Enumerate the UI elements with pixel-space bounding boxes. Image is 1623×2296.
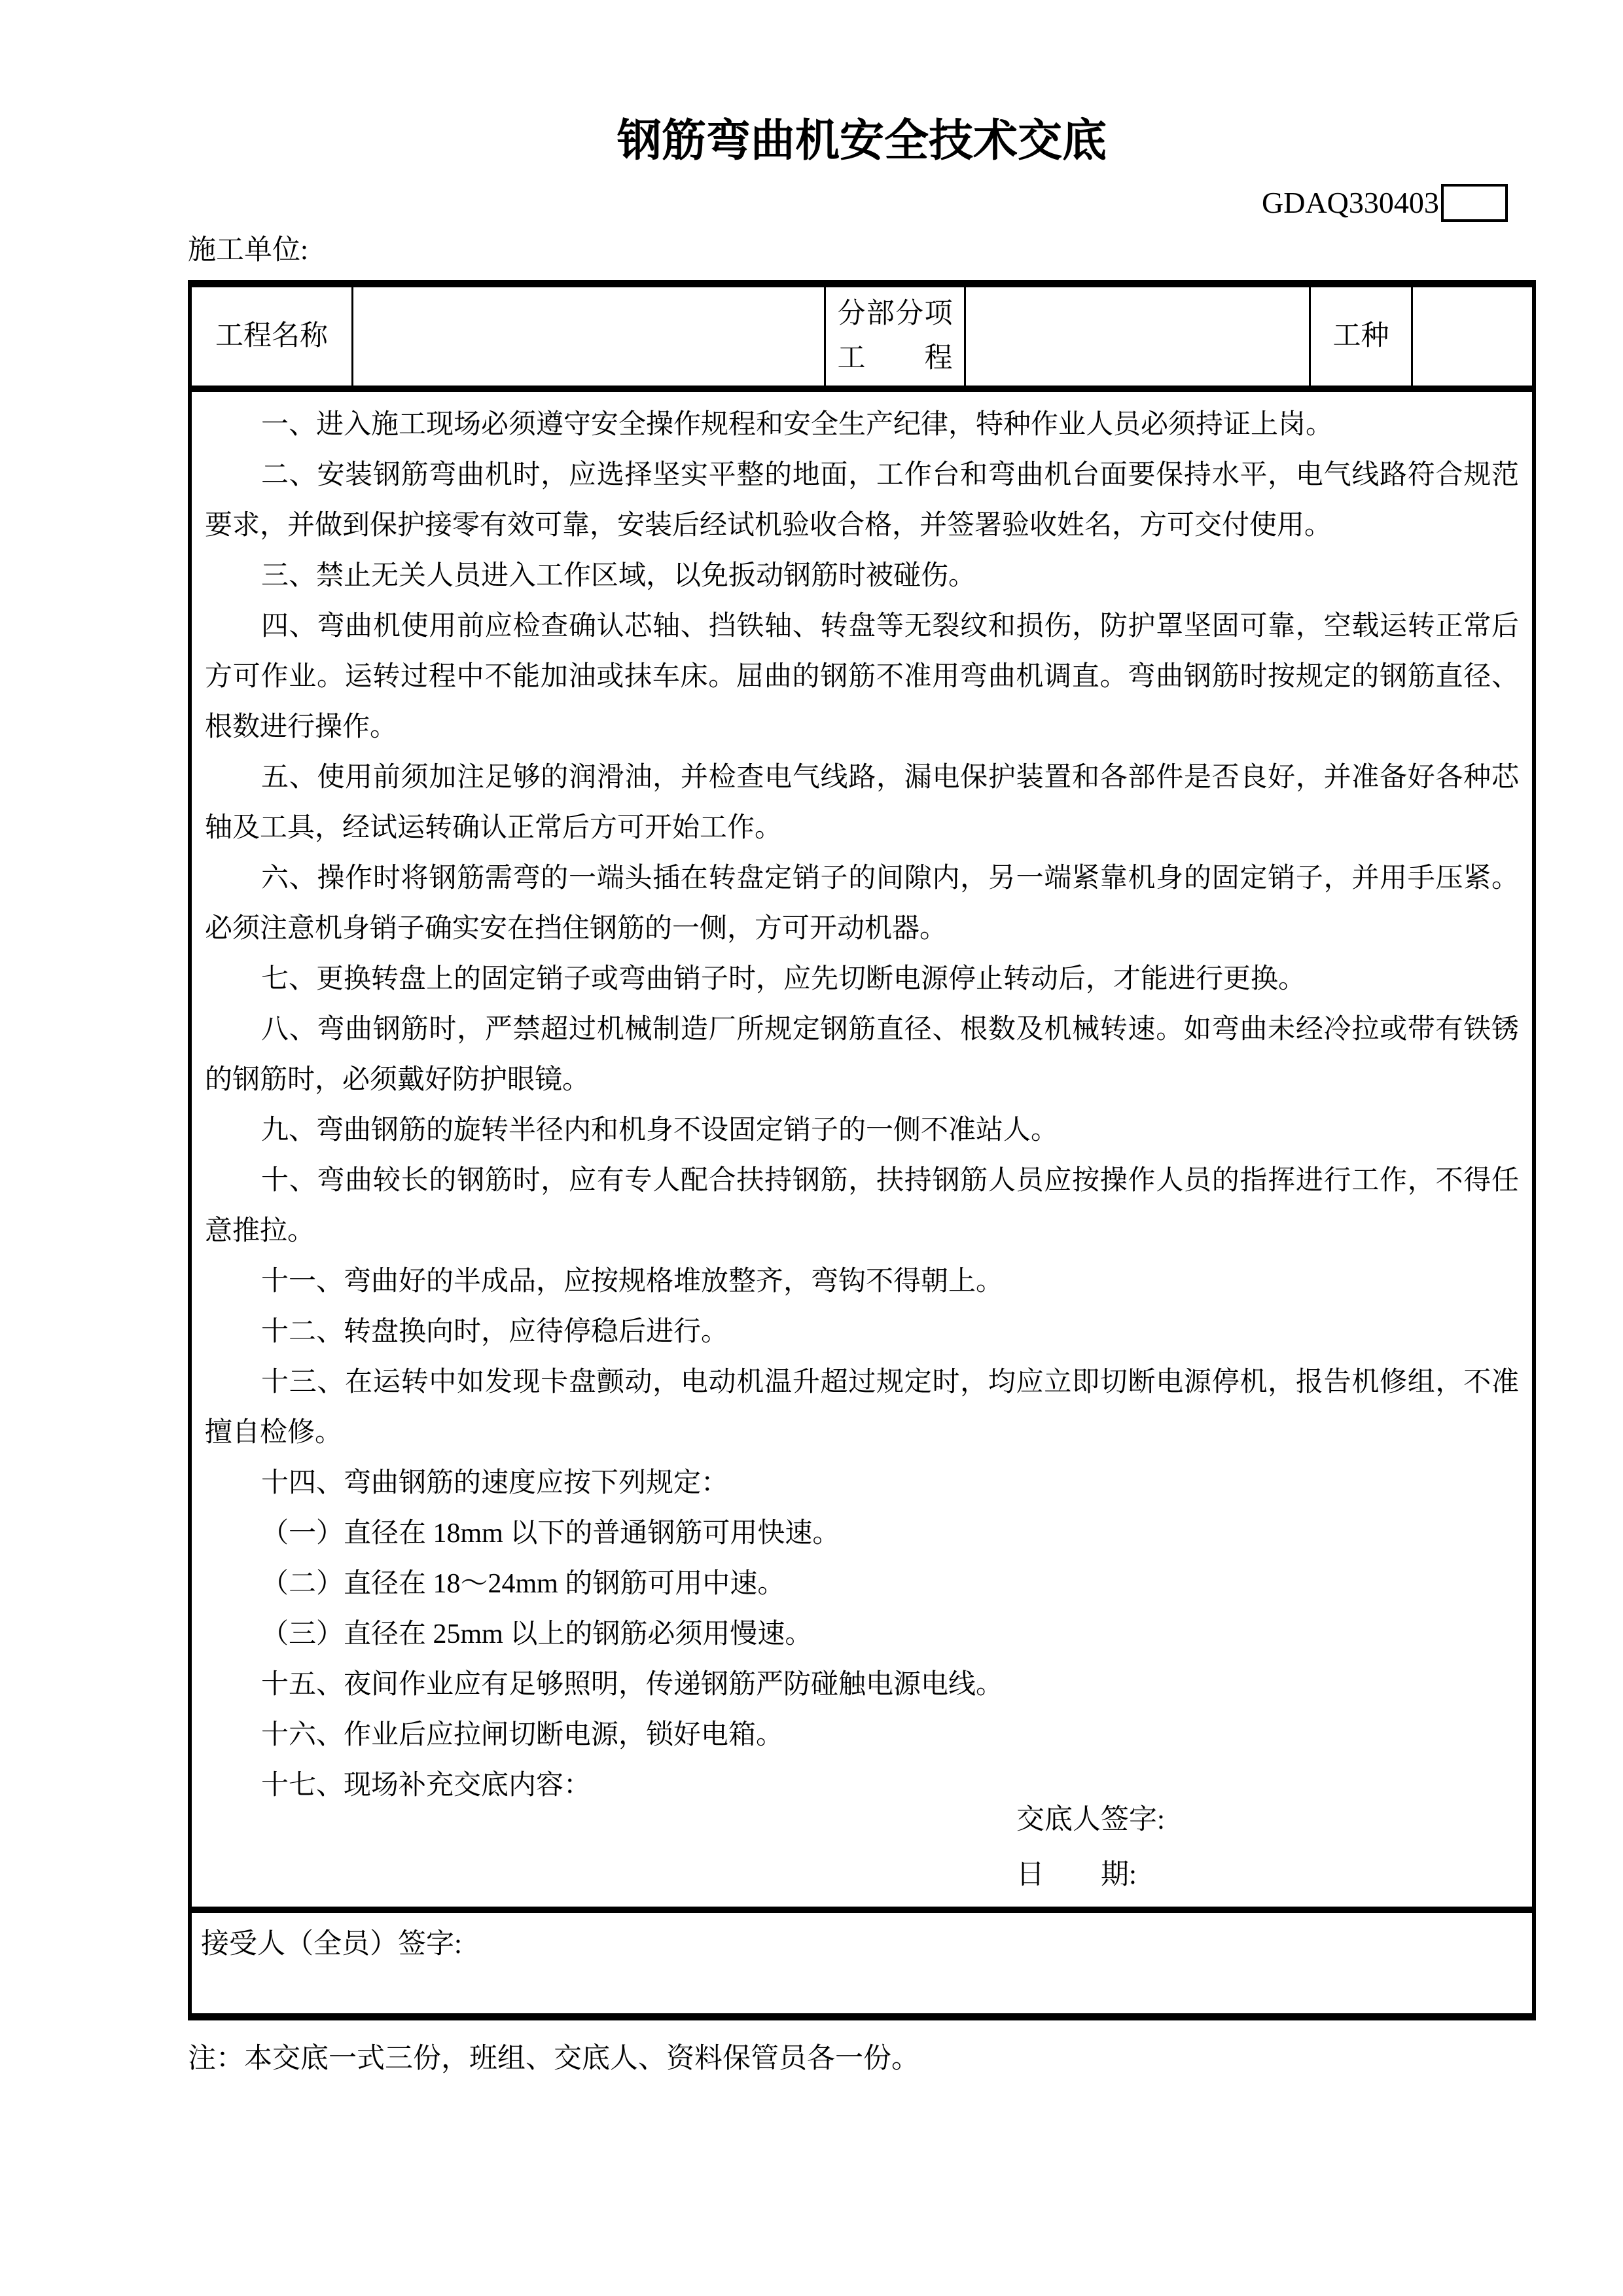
signature-block <box>1016 1793 1165 1903</box>
safety-items-cell <box>192 392 1532 1907</box>
safety-item: 十六、作业后应拉闸切断电源，锁好电箱。 <box>261 1720 784 1750</box>
page-title: 钢筋弯曲机安全技术交底 <box>616 116 1107 166</box>
date-label[interactable]: 日 期: <box>1016 1859 1137 1890</box>
work-type-field[interactable] <box>1413 287 1532 386</box>
construction-unit-label: 施工单位: <box>188 235 308 266</box>
safety-items <box>205 400 1519 1811</box>
safety-item: 十一、弯曲好的半成品，应按规格堆放整齐，弯钩不得朝上。 <box>261 1266 1004 1297</box>
safety-item: 六、操作时将钢筋需弯的一端头插在转盘定销子的间隙内，另一端紧靠机身的固定销子，并用手压紧。必须注意机身销子确实安在挡住钢筋的一侧，方可开动机器。 <box>205 863 1519 944</box>
safety-item: 二、安装钢筋弯曲机时，应选择坚实平整的地面，工作台和弯曲机台面要保持水平，电气线路符合规范要求，并做到保护接零有效可靠，安装后经试机验收合格，并签署验收姓名，方可交付使用。 <box>205 460 1519 541</box>
safety-item: 十、弯曲较长的钢筋时，应有专人配合扶持钢筋，扶持钢筋人员应按操作人员的指挥进行工作，不得任意推拉。 <box>205 1166 1519 1246</box>
safety-item: 四、弯曲机使用前应检查确认芯轴、挡铁轴、转盘等无裂纹和损伤，防护罩坚固可靠，空载运转正常后方可作业。运转过程中不能加油或抹车床。屈曲的钢筋不准用弯曲机调直。弯曲钢筋时按规定的钢筋直径、根数进行操作。 <box>205 611 1519 742</box>
safety-item: 一、进入施工现场必须遵守安全操作规程和安全生产纪律，特种作业人员必须持证上岗。 <box>261 410 1334 440</box>
safety-item: （二）直径在 18～24mm 的钢筋可用中速。 <box>261 1569 785 1599</box>
receiver-signature-area[interactable] <box>192 1907 1532 2007</box>
safety-item: 七、更换转盘上的固定销子或弯曲销子时，应先切断电源停止转动后，才能进行更换。 <box>261 964 1306 994</box>
safety-item: 十七、现场补充交底内容： <box>261 1770 592 1801</box>
project-name-label: 工程名称 <box>192 287 353 386</box>
footer-note: 注：本交底一式三份，班组、交底人、资料保管员各一份。 <box>188 2043 919 2074</box>
safety-item: 五、使用前须加注足够的润滑油，并检查电气线路，漏电保护装置和各部件是否良好，并准备好各种芯轴及工具，经试运转确认正常后方可开始工作。 <box>205 762 1519 843</box>
safety-item: 十二、转盘换向时，应待停稳后进行。 <box>261 1317 729 1347</box>
sub-project-label: 分部分项 工程 <box>826 287 966 386</box>
form-header-row <box>192 287 1532 392</box>
safety-item: （三）直径在 25mm 以上的钢筋必须用慢速。 <box>261 1619 813 1649</box>
safety-item: 十四、弯曲钢筋的速度应按下列规定： <box>261 1468 729 1498</box>
project-name-field[interactable] <box>353 287 826 386</box>
safety-item: 三、禁止无关人员进入工作区域，以免扳动钢筋时被碰伤。 <box>261 561 976 591</box>
work-type-label: 工种 <box>1311 287 1413 386</box>
safety-item: 十五、夜间作业应有足够照明，传递钢筋严防碰触电源电线。 <box>261 1670 1004 1700</box>
sub-project-field[interactable] <box>966 287 1311 386</box>
safety-item: （一）直径在 18mm 以下的普通钢筋可用快速。 <box>261 1518 840 1549</box>
receiver-signature-label: 接受人（全员）签字: <box>201 1929 462 1960</box>
doc-code-group <box>1262 183 1508 223</box>
discloser-signature-label[interactable]: 交底人签字: <box>1016 1804 1165 1835</box>
doc-code-fill-box[interactable] <box>1441 184 1508 222</box>
disclosure-form-table <box>188 280 1536 2020</box>
safety-item: 九、弯曲钢筋的旋转半径内和机身不设固定销子的一侧不准站人。 <box>261 1115 1059 1145</box>
doc-code: GDAQ330403 <box>1262 186 1439 219</box>
safety-item: 十三、在运转中如发现卡盘颤动，电动机温升超过规定时，均应立即切断电源停机，报告机修组，不准擅自检修。 <box>205 1367 1519 1448</box>
safety-item: 八、弯曲钢筋时，严禁超过机械制造厂所规定钢筋直径、根数及机械转速。如弯曲未经冷拉或带有铁锈的钢筋时，必须戴好防护眼镜。 <box>205 1014 1519 1095</box>
